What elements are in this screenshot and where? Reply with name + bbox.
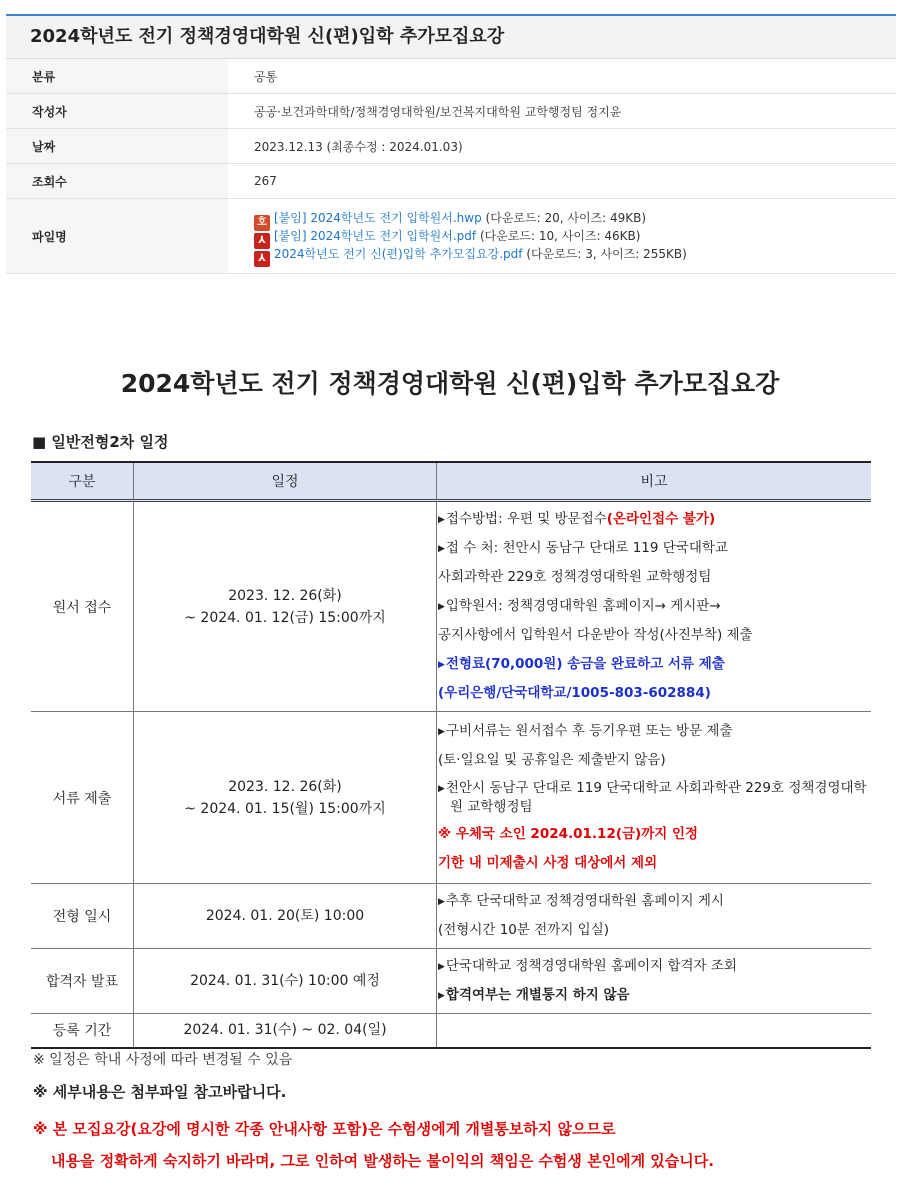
category-value: 공통 [228, 59, 896, 94]
footnote-warning [33, 1113, 714, 1177]
row-date [134, 501, 437, 712]
meta-row-views [6, 164, 896, 199]
section-heading: ■ 일반전형2차 일정 [32, 433, 169, 451]
header-schedule: 일정 [134, 462, 437, 501]
note-line: 사회과학관 229호 정책경영대학원 교학행정팀 [438, 569, 712, 585]
attachment-info: (다운로드: 3, 사이즈: 255KB) [526, 247, 687, 261]
date-start: 2023. 12. 26(화) [228, 587, 342, 604]
row-notes [437, 712, 872, 884]
date-start: 2023. 12. 26(화) [228, 778, 342, 795]
note-line: (우리은행/단국대학교/1005-803-602884) [438, 685, 711, 701]
table-row [31, 1014, 871, 1048]
note-text: 천안시 동남구 단대로 119 단국대학교 사회과학관 229호 정책경영대학원 교학행정팀 [445, 780, 867, 815]
footnote-attachment-reference: ※ 세부내용은 첨부파일 참고바랍니다. [33, 1083, 287, 1101]
note-line [438, 775, 871, 820]
attachment-link[interactable]: [붙임] 2024학년도 전기 입학원서.pdf [274, 229, 477, 243]
note-line [438, 717, 871, 746]
category-label: 분류 [6, 59, 228, 94]
row-date: 2024. 01. 31(수) ~ 02. 04(일) [134, 1014, 437, 1048]
row-notes [437, 501, 872, 712]
note-line [438, 505, 871, 534]
date-label: 날짜 [6, 129, 228, 164]
table-row [31, 949, 871, 1014]
row-label: 원서 접수 [31, 501, 134, 712]
schedule-header-row [31, 462, 871, 501]
pdf-file-icon: ⅄ [254, 251, 270, 267]
note-warning: (온라인접수 불가) [606, 511, 716, 527]
row-notes [437, 949, 872, 1014]
warning-line-1: ※ 본 모집요강(요강에 명시한 각종 안내사항 포함)은 수험생에게 개별통보하지 않으므로 [33, 1120, 616, 1138]
triangle-bullet-icon: ▶ [438, 784, 445, 794]
hwp-file-icon: 호 [254, 215, 270, 231]
header-category: 구분 [31, 462, 134, 501]
document-title: 2024학년도 전기 정책경영대학원 신(편)입학 추가모집요강 [120, 369, 780, 398]
row-date: 2024. 01. 20(토) 10:00 [134, 884, 437, 949]
author-label: 작성자 [6, 94, 228, 129]
date-end: ~ 2024. 01. 12(금) 15:00까지 [184, 609, 386, 626]
row-date [134, 712, 437, 884]
note-line: ※ 우체국 소인 2024.01.12(금)까지 인정 [438, 826, 699, 842]
note-line [438, 952, 871, 981]
header-remarks: 비고 [437, 462, 872, 501]
row-label: 전형 일시 [31, 884, 134, 949]
schedule-table [31, 461, 871, 1049]
attachment-item [254, 246, 895, 262]
note-line [438, 650, 871, 679]
attachment-info: (다운로드: 10, 사이즈: 46KB) [479, 229, 641, 243]
note-line [438, 534, 871, 563]
note-line: 공지사항에서 입학원서 다운받아 작성(사진부착) 제출 [438, 627, 753, 643]
triangle-bullet-icon: ▶ [438, 727, 445, 737]
post-meta-panel [6, 14, 896, 274]
attachment-link[interactable]: 2024학년도 전기 신(편)입학 추가모집요강.pdf [274, 247, 523, 261]
pdf-file-icon: ⅄ [254, 233, 270, 249]
note-text: 접 수 처: 천안시 동남구 단대로 119 단국대학교 [445, 540, 728, 556]
attachment-list [228, 199, 896, 274]
triangle-bullet-icon: ▶ [438, 602, 445, 612]
row-date: 2024. 01. 31(수) 10:00 예정 [134, 949, 437, 1014]
triangle-bullet-icon: ▶ [438, 897, 445, 907]
triangle-bullet-icon: ▶ [438, 660, 445, 670]
note-line [438, 592, 871, 621]
note-text: 접수방법: 우편 및 방문접수 [445, 511, 607, 527]
table-row [31, 884, 871, 949]
meta-row-category [6, 59, 896, 94]
author-value: 공공·보건과학대학/정책경영대학원/보건복지대학원 교학행정팀 정지윤 [228, 94, 896, 129]
note-line: (토·일요일 및 공휴일은 제출받지 않음) [438, 752, 666, 768]
post-title: 2024학년도 전기 정책경영대학원 신(편)입학 추가모집요강 [6, 16, 896, 59]
attachment-link[interactable]: [붙임] 2024학년도 전기 입학원서.hwp [274, 211, 482, 225]
table-row [31, 712, 871, 884]
note-text: 추후 단국대학교 정책경영대학원 홈페이지 게시 [445, 893, 724, 909]
files-label: 파일명 [6, 199, 228, 274]
row-label: 서류 제출 [31, 712, 134, 884]
table-row [31, 501, 871, 712]
warning-line-2: 내용을 정확하게 숙지하기 바라며, 그로 인하여 발생하는 불이익의 책임은 수험생 본인에게 있습니다. [51, 1152, 714, 1170]
row-notes [437, 884, 872, 949]
row-label: 등록 기간 [31, 1014, 134, 1048]
note-text: 전형료(70,000원) 송금을 완료하고 서류 제출 [445, 656, 725, 672]
triangle-bullet-icon: ▶ [438, 515, 445, 525]
triangle-bullet-icon: ▶ [438, 544, 445, 554]
triangle-bullet-icon: ▶ [438, 962, 445, 972]
views-value: 267 [228, 164, 896, 199]
note-line [438, 981, 871, 1010]
views-label: 조회수 [6, 164, 228, 199]
row-notes [437, 1014, 872, 1048]
note-text: 구비서류는 원서접수 후 등기우편 또는 방문 제출 [445, 723, 733, 739]
meta-row-author [6, 94, 896, 129]
meta-row-files [6, 199, 896, 274]
attachment-item [254, 228, 895, 244]
attachment-item [254, 210, 895, 226]
note-text: 단국대학교 정책경영대학원 홈페이지 합격자 조회 [445, 958, 737, 974]
note-line: (전형시간 10분 전까지 입실) [438, 922, 609, 938]
date-end: ~ 2024. 01. 15(월) 15:00까지 [184, 800, 386, 817]
date-value: 2023.12.13 (최종수정 : 2024.01.03) [228, 129, 896, 164]
note-line: 기한 내 미제출시 사정 대상에서 제외 [438, 855, 658, 871]
attachment-info: (다운로드: 20, 사이즈: 49KB) [485, 211, 647, 225]
note-text: 입학원서: 정책경영대학원 홈페이지→ 게시판→ [445, 598, 721, 614]
footnote-schedule-change: ※ 일정은 학내 사정에 따라 변경될 수 있음 [33, 1052, 293, 1068]
meta-row-date [6, 129, 896, 164]
row-label: 합격자 발표 [31, 949, 134, 1014]
note-line [438, 887, 871, 916]
triangle-bullet-icon: ▶ [438, 991, 445, 1001]
note-text: 합격여부는 개별통지 하지 않음 [445, 987, 630, 1003]
post-meta-table [6, 59, 896, 274]
